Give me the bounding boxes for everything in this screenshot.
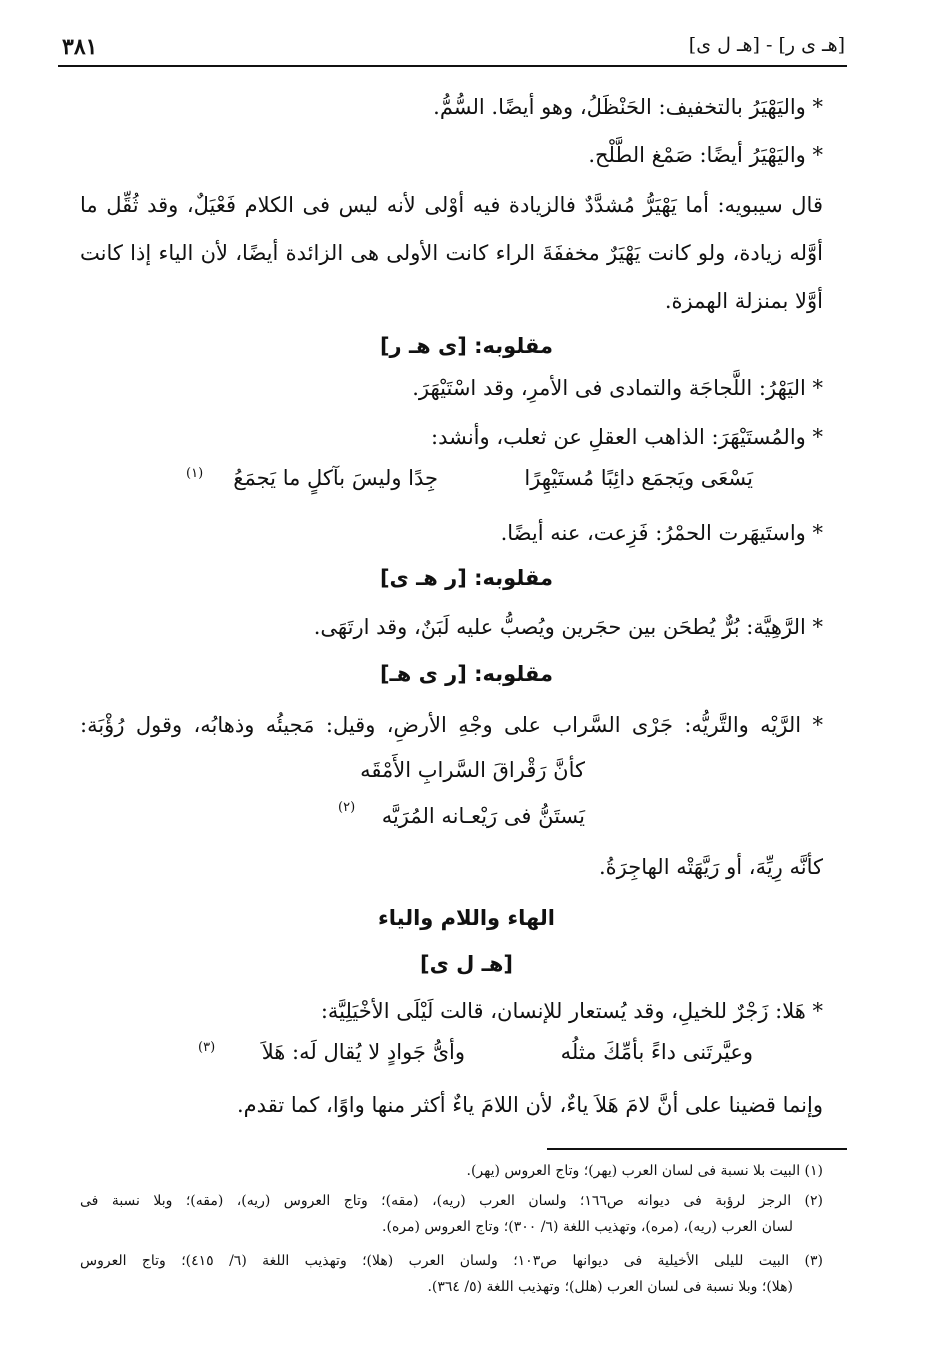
sibawayh-paragraph-line-1: قال سيبويه: أما يَهْيَرُّ مُشدَّدٌ فالزيادة فيه أوْلى لأنه ليس فى الكلام فَعْيَلٌ، وقد ثُقِّل ما xyxy=(80,193,823,217)
footnote-ref-3: (٣) xyxy=(198,1040,216,1055)
verse-3-first-hemistich: وعيَّرتَنى داءً بأمِّكَ مثلُه xyxy=(560,1040,753,1064)
header-rule xyxy=(58,65,847,67)
footnote-3-line-2: (هلا)؛ وبلا نسبة فى لسان العرب (هلل)؛ وتهذيب اللغة (٥/ ٣٦٤). xyxy=(427,1279,793,1295)
footnote-2-line-1: (٢) الرجز لرؤبة فى ديوانه ص١٦٦؛ ولسان العرب (ريه)، (مقه)؛ وتاج العروس (ريه)، (مقه)؛ وبلا نسبة فى xyxy=(80,1193,823,1209)
entry-rayh: * الرَّيْه والتَّريُّه: جَرْى السَّراب على وجْهِ الأرضِ، وقيل: مَجيئُه وذهابُه، وقول رُؤْبَة: xyxy=(80,713,823,737)
verse-3-second-hemistich: وأىُّ جَوادٍ لا يُقال لَه: هَلاَ xyxy=(261,1040,465,1064)
sibawayh-paragraph-line-2: أوَّله زيادة، ولو كانت يَهْيَرٌ مخففَةَ الراء كانت الأولى هى الزائدة أيضًا، لأن الياء إذا كانت xyxy=(80,241,823,265)
verse-1-first-hemistich: يَسْعَى ويَجمَع دائِبًا مُستَيْهِرًا xyxy=(524,466,753,490)
footnote-1: (١) البيت بلا نسبة فى لسان العرب (يهر)؛ وتاج العروس (يهر). xyxy=(466,1163,823,1179)
entry-hala-conclusion: وإنما قضينا على أنَّ لامَ هَلاَ ياءٌ، لأن اللامَ ياءٌ أكثر منها واوًا، كما تقدم. xyxy=(237,1093,823,1117)
entry-mustayhir: * والمُستَيْهَرَ: الذاهب العقلِ عن ثعلب، وأنشد: xyxy=(431,425,823,449)
verse-2-line-1: كأنَّ رَقْراقَ السَّرابِ الأَمْقَه xyxy=(360,758,585,782)
section-heading-yhr: مقلوبه: [ى هـ ر] xyxy=(379,334,554,358)
footnote-ref-2: (٢) xyxy=(338,800,356,815)
verse-2-line-2: يَستَنُّ فى رَيْعـانه المُرَيَّه xyxy=(381,804,585,828)
page-number: ٣٨١ xyxy=(62,34,98,60)
entry-rayyaha: كأنَّه رِيِّهَ، أو رَيَّهَتْه الهاجِرَةُ. xyxy=(598,855,823,879)
footnote-separator xyxy=(547,1148,847,1150)
entry-yahyar-1: * واليَهْيَرُ بالتخفيف: الحَنْظَلُ، وهو أيضًا. السُّمُّ. xyxy=(433,95,823,119)
chapter-title-hly: الهاء واللام والياء xyxy=(378,906,555,930)
section-heading-rhy: مقلوبه: [ر هـ ى] xyxy=(379,566,554,590)
footnote-3-line-1: (٣) البيت لليلى الأخيلية فى ديوانها ص١٠٣؛ ولسان العرب (هلا)؛ وتهذيب اللغة (٦/ ٤١٥)؛ وتاج العروس xyxy=(80,1253,824,1269)
section-heading-ryh: مقلوبه: [ر ى هـ] xyxy=(379,662,554,686)
entry-hala: * هَلا: زَجْرٌ للخيلِ، وقد يُستعار للإنسان، قالت لَيْلَى الأخْيَلِيَّة: xyxy=(320,999,823,1023)
footnote-2-line-2: لسان العرب (ريه)، (مره)، وتهذيب اللغة (٦/ ٣٠٠)؛ وتاج العروس (مره). xyxy=(382,1219,793,1235)
entry-yahyar-2: * واليَهْيَرُ أيضًا: صَمْغ الطَّلْح. xyxy=(588,143,823,167)
sibawayh-paragraph-line-3: أوَّلا بمنزلة الهمزة. xyxy=(664,289,823,313)
verse-1-second-hemistich: جِدًا وليسَ بآكلٍ ما يَجمَعُ xyxy=(233,466,438,490)
running-header-root: [هـ ى ر] - [هـ ل ى] xyxy=(688,34,845,56)
entry-istayharat: * واستَيهَرت الحمْرُ: فَزِعت، عنه أيضًا. xyxy=(500,521,823,545)
root-heading-hly: [هـ ل ى] xyxy=(419,952,514,976)
entry-yahr: * اليَهْرُ: اللَّجاجَة والتمادى فى الأمرِ، وقد اسْتَيْهَرَ. xyxy=(412,376,823,400)
footnote-ref-1: (١) xyxy=(186,466,204,481)
entry-rahiyya: * الرَّهِيَّة: بُرٌّ يُطحَن بين حجَرين ويُصبُّ عليه لَبَنٌ، وقد ارتَهَى. xyxy=(313,615,823,639)
